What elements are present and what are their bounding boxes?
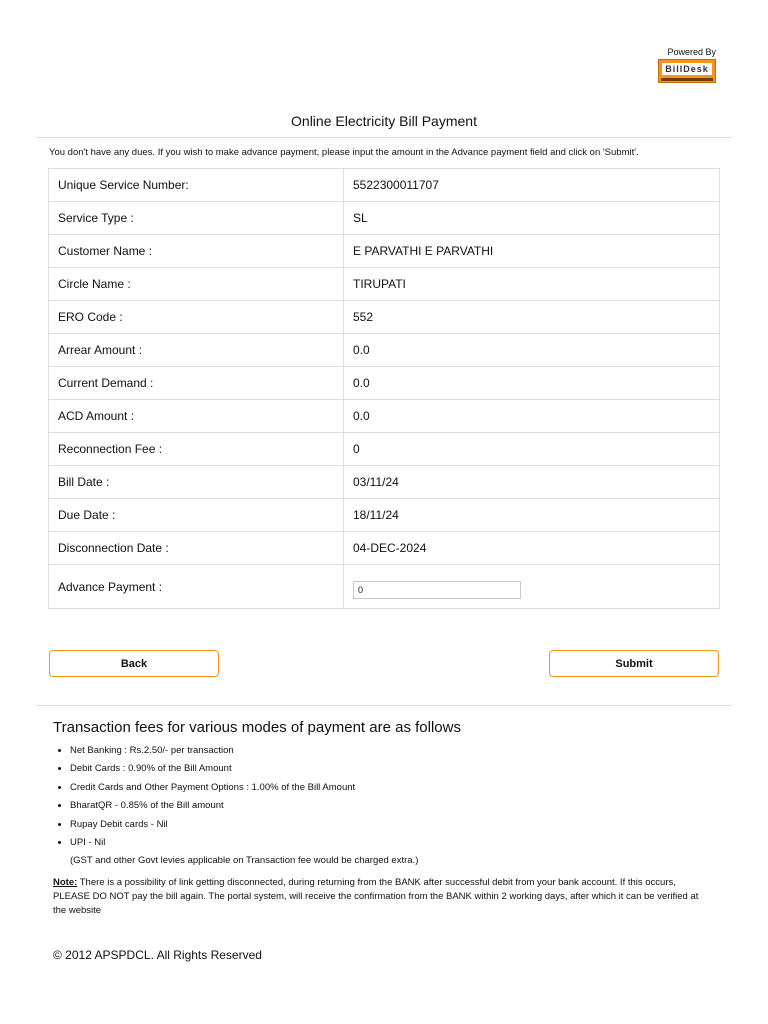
table-row [49, 235, 720, 268]
advance-payment-row [49, 565, 720, 609]
list-item: • Credit Cards and Other Payment Options : 1.00% of the Bill Amount [70, 781, 355, 799]
back-button[interactable]: Back [49, 650, 219, 677]
due-date-value: 18/11/24 [344, 499, 720, 532]
table-row [49, 400, 720, 433]
unique-service-number-value: 5522300011707 [344, 169, 720, 202]
circle-name-value: TIRUPATI [344, 268, 720, 301]
table-row [49, 268, 720, 301]
copyright-footer: © 2012 APSPDCL. All Rights Reserved [53, 948, 262, 962]
table-row [49, 334, 720, 367]
disconnection-date-label: Disconnection Date : [49, 532, 344, 565]
advance-payment-cell [344, 565, 720, 609]
arrear-amount-value: 0.0 [344, 334, 720, 367]
powered-by-text: Powered By [667, 47, 716, 57]
list-item: • BharatQR - 0.85% of the Bill amount [70, 799, 355, 817]
table-row [49, 466, 720, 499]
table-row [49, 301, 720, 334]
advance-payment-input[interactable] [353, 581, 521, 599]
table-row [49, 169, 720, 202]
ero-code-value: 552 [344, 301, 720, 334]
reconnection-fee-value: 0 [344, 433, 720, 466]
list-item: • Rupay Debit cards - Nil [70, 818, 355, 836]
table-row [49, 532, 720, 565]
customer-name-label: Customer Name : [49, 235, 344, 268]
current-demand-value: 0.0 [344, 367, 720, 400]
advance-payment-label: Advance Payment : [49, 565, 344, 609]
acd-amount-value: 0.0 [344, 400, 720, 433]
table-row [49, 367, 720, 400]
due-date-label: Due Date : [49, 499, 344, 532]
table-row [49, 499, 720, 532]
acd-amount-label: ACD Amount : [49, 400, 344, 433]
bill-date-value: 03/11/24 [344, 466, 720, 499]
note-text: There is a possibility of link getting disconnected, during returning from the BANK after successful debit from your bank account. If this occurs, PLEASE DO NOT pay the bill again. The portal system, will receive the confirmation from the BANK within 2 working days, after which it can be verified at the website [53, 877, 699, 916]
disconnection-note [53, 876, 713, 918]
table-row [49, 433, 720, 466]
disconnection-date-value: 04-DEC-2024 [344, 532, 720, 565]
bill-details-table [48, 168, 720, 609]
billdesk-badge [658, 59, 716, 83]
page-title: Online Electricity Bill Payment [291, 113, 477, 129]
bill-date-label: Bill Date : [49, 466, 344, 499]
customer-name-value: E PARVATHI E PARVATHI [344, 235, 720, 268]
circle-name-label: Circle Name : [49, 268, 344, 301]
list-item: • Net Banking : Rs.2.50/- per transaction [70, 744, 355, 762]
note-label: Note: [53, 877, 78, 888]
top-divider [36, 137, 732, 138]
billdesk-logo [658, 47, 716, 83]
fees-list [52, 744, 355, 854]
fees-heading: Transaction fees for various modes of payment are as follows [53, 719, 461, 736]
no-dues-notice: You don't have any dues. If you wish to make advance payment, please input the amount in the Advance payment field and click on 'Submit'. [49, 147, 639, 158]
fees-divider [36, 705, 732, 706]
service-type-value: SL [344, 202, 720, 235]
service-type-label: Service Type : [49, 202, 344, 235]
unique-service-number-label: Unique Service Number: [49, 169, 344, 202]
arrear-amount-label: Arrear Amount : [49, 334, 344, 367]
current-demand-label: Current Demand : [49, 367, 344, 400]
billdesk-brand-text: BillDesk [662, 63, 712, 75]
submit-button[interactable]: Submit [549, 650, 719, 677]
list-item: • UPI - Nil [70, 836, 355, 854]
gst-note: (GST and other Govt levies applicable on Transaction fee would be charged extra.) [70, 855, 419, 866]
billdesk-tagline-bar [661, 78, 713, 81]
ero-code-label: ERO Code : [49, 301, 344, 334]
list-item: • Debit Cards : 0.90% of the Bill Amount [70, 762, 355, 780]
table-row [49, 202, 720, 235]
reconnection-fee-label: Reconnection Fee : [49, 433, 344, 466]
